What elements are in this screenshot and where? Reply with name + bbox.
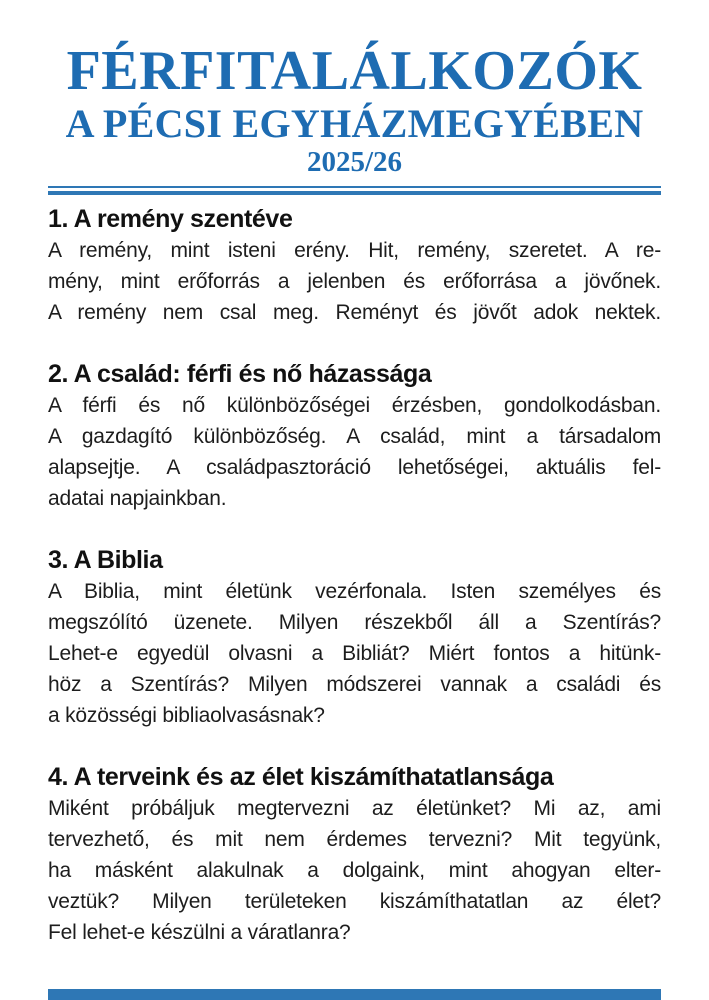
page-subtitle: A PÉCSI EGYHÁZMEGYÉBEN	[65, 101, 644, 146]
section-text-line: mény, mint erőforrás a jelenben és erőforrása a jövőnek.	[48, 270, 661, 293]
section-text-line: A Biblia, mint életünk vezérfonala. Isten személyes és	[48, 580, 661, 603]
section-text-line: A férfi és nő különbözőségei érzésben, gondolkodásban.	[48, 394, 661, 417]
section-text-line: tervezhető, és mit nem érdemes tervezni? Mit tegyünk,	[48, 828, 661, 851]
section-text-line: Lehet-e egyedül olvasni a Bibliát? Miért fontos a hitünk-	[48, 642, 661, 665]
header-divider	[48, 186, 661, 195]
section-text-line: veztük? Milyen területeken kiszámíthatatlan az élet?	[48, 890, 661, 913]
agenda-list	[48, 204, 661, 948]
season-year: 2025/26	[306, 146, 403, 178]
section-text-line: höz a Szentírás? Milyen módszerei vannak a családi és	[48, 673, 661, 696]
agenda-section	[48, 204, 661, 328]
section-text-line: adatai napjainkban.	[48, 487, 227, 510]
page-title: FÉRFITALÁLKOZÓK	[66, 40, 643, 102]
bottom-rule	[48, 989, 661, 1000]
section-heading: 1. A remény szentéve	[48, 205, 293, 233]
section-text-line: A gazdagító különbözőség. A család, mint a társadalom	[48, 425, 661, 448]
section-text-line: ha másként alakulnak a dolgaink, mint ahogyan elter-	[48, 859, 661, 882]
section-text-line: a közösségi bibliaolvasásnak?	[48, 704, 325, 727]
section-text-line: Miként próbáljuk megtervezni az életünket? Mi az, ami	[48, 797, 661, 820]
section-heading: 4. A terveink és az élet kiszámíthatatlansága	[48, 763, 554, 791]
section-text-line: alapsejtje. A családpasztoráció lehetőségei, aktuális fel-	[48, 456, 661, 479]
section-text-line: A remény nem csal meg. Reményt és jövőt adok nektek.	[48, 301, 661, 324]
section-text-line: A remény, mint isteni erény. Hit, remény, szeretet. A re-	[48, 239, 661, 262]
flyer-header	[48, 40, 661, 195]
section-text-line: megszólító üzenete. Milyen részekből áll a Szentírás?	[48, 611, 661, 634]
agenda-section	[48, 359, 661, 514]
section-heading: 3. A Biblia	[48, 546, 163, 574]
agenda-section	[48, 545, 661, 731]
agenda-section	[48, 762, 661, 948]
section-text-line: Fel lehet-e készülni a váratlanra?	[48, 921, 351, 944]
section-heading: 2. A család: férfi és nő házassága	[48, 360, 432, 388]
